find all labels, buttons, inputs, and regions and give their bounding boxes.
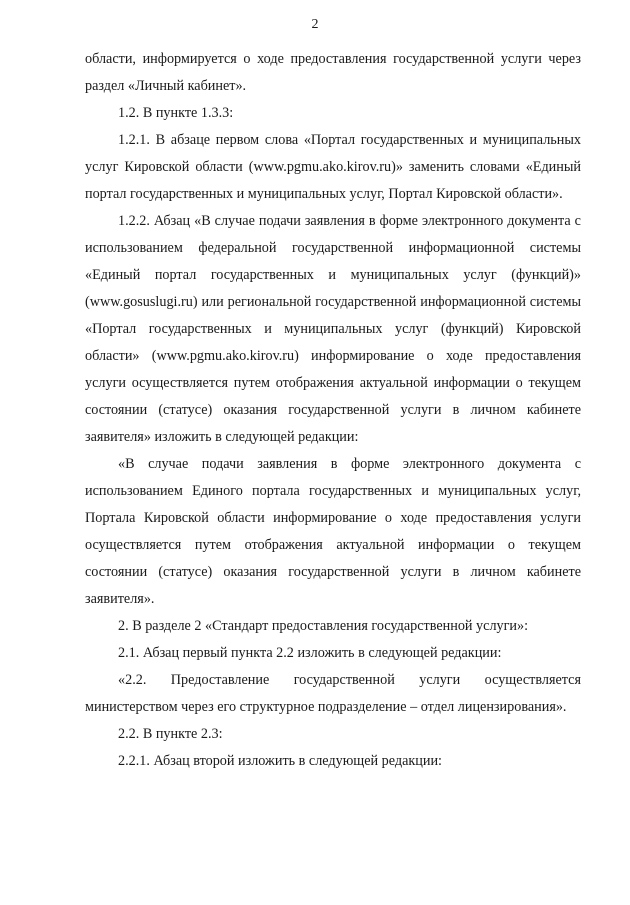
paragraph-quoted-new-text: «В случае подачи заявления в форме электронного документа с использованием Единого портала государственных и муниципальных услуг, Портала Кировской области информирование о ходе предоставления услуги осуществляется путем отображения актуальной информации о текущем состоянии (статусе) оказания государственной услуги в личном кабинете заявителя». bbox=[85, 456, 581, 607]
paragraph-1-2-1: 1.2.1. В абзаце первом слова «Портал государственных и муниципальных услуг Кировской области (www.pgmu.ako.kirov.ru)» заменить словами «Единый портал государственных и муниципальных услуг, Портал Кировской области». bbox=[85, 132, 581, 202]
paragraph-2-2-1: 2.2.1. Абзац второй изложить в следующей редакции: bbox=[118, 753, 442, 769]
paragraph-continuation: области, информируется о ходе предоставления государственной услуги через раздел «Личный кабинет». bbox=[85, 51, 581, 94]
paragraph-section-2: 2. В разделе 2 «Стандарт предоставления государственной услуги»: bbox=[118, 618, 529, 634]
paragraph-2-2: 2.2. В пункте 2.3: bbox=[118, 726, 223, 742]
document-body bbox=[85, 46, 581, 775]
paragraph-2-1: 2.1. Абзац первый пункта 2.2 изложить в следующей редакции: bbox=[118, 645, 502, 661]
paragraph-quoted-2-2: «2.2. Предоставление государственной услуги осуществляется министерством через его структурное подразделение – отдел лицензирования». bbox=[85, 672, 581, 715]
paragraph-1-2: 1.2. В пункте 1.3.3: bbox=[118, 105, 234, 121]
paragraph-1-2-2: 1.2.2. Абзац «В случае подачи заявления в форме электронного документа с использованием федеральной государственной информационной системы «Единый портал государственных и муниципальных услуг (функций)» (www.gosuslugi.ru) или региональной государственной информационной системы «Портал государственных и муниципальных услуг (функций) Кировской области» (www.pgmu.ako.kirov.ru) информирование о ходе предоставления услуги осуществляется путем отображения актуальной информации о текущем состоянии (статусе) оказания государственной услуги в личном кабинете заявителя» изложить в следующей редакции: bbox=[85, 213, 581, 445]
page-number: 2 bbox=[311, 17, 319, 32]
